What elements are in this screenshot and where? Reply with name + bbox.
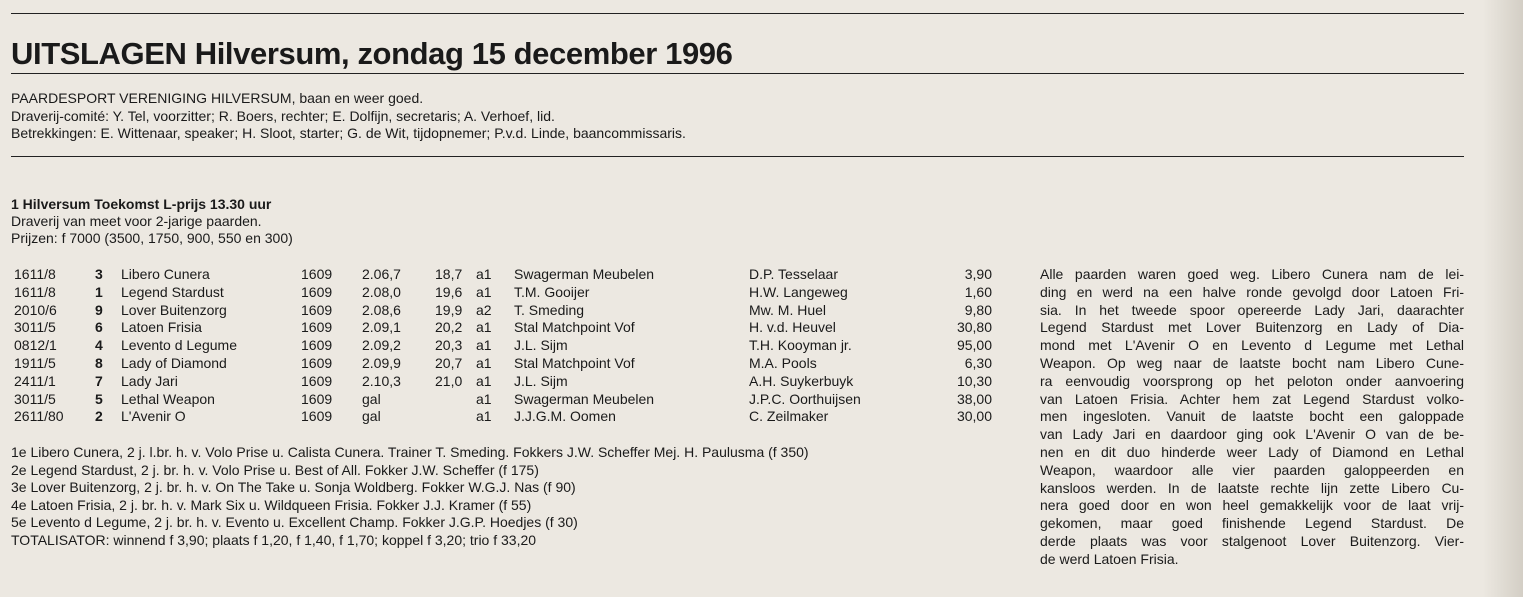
table-row xyxy=(11,284,1001,302)
table-row xyxy=(11,355,1001,373)
result-class: a1 xyxy=(476,372,492,389)
result-driver: A.H. Suykerbuyk xyxy=(749,372,854,389)
result-odds: 9,80 xyxy=(964,301,992,318)
report-line: Weapon. Op weg naar de laatste bocht nam Libero Cune- xyxy=(1040,354,1464,371)
result-driver: T.H. Kooyman jr. xyxy=(749,337,852,354)
page-title: UITSLAGEN Hilversum, zondag 15 december 1996 xyxy=(11,36,733,71)
result-id: 2611/80 xyxy=(14,408,64,425)
breeding-line: 2e Legend Stardust, 2 j. br. h. v. Volo Prise u. Best of All. Fokker J.W. Scheffer (f 175) xyxy=(11,461,539,478)
race-header xyxy=(11,196,293,247)
result-id: 1611/8 xyxy=(14,283,56,300)
result-horse: L'Avenir O xyxy=(121,408,186,425)
result-class: a1 xyxy=(476,319,492,336)
result-distance: 1609 xyxy=(301,337,333,354)
report-line: Weapon, waardoor alle vier paarden galoppeerden en xyxy=(1040,461,1464,478)
result-driver: D.P. Tesselaar xyxy=(749,266,838,282)
result-time: 2.10,3 xyxy=(362,372,401,389)
result-odds: 10,30 xyxy=(956,372,992,389)
result-distance: 1609 xyxy=(301,319,333,336)
race-title: 1 Hilversum Toekomst L-prijs 13.30 uur xyxy=(11,196,272,212)
result-class: a2 xyxy=(476,301,492,318)
result-distance: 1609 xyxy=(301,301,333,318)
result-number: 1 xyxy=(95,283,103,300)
table-row xyxy=(11,337,1001,355)
result-number: 6 xyxy=(95,319,103,336)
report-line: nen en dit duo hinderde weer Lady of Diamond en Lethal xyxy=(1040,443,1464,460)
result-horse: Lady Jari xyxy=(121,372,178,389)
result-owner: Stal Matchpoint Vof xyxy=(514,319,635,336)
report-line: van Latoen Frisia. Achter hem zat Legend Stardust volko- xyxy=(1040,390,1464,407)
result-number: 2 xyxy=(95,408,103,425)
result-horse: Legend Stardust xyxy=(121,283,224,300)
result-time: 2.08,6 xyxy=(362,301,401,318)
result-time: 2.09,1 xyxy=(362,319,401,336)
result-number: 3 xyxy=(95,266,103,282)
result-number: 5 xyxy=(95,390,103,407)
result-owner: Swagerman Meubelen xyxy=(514,390,655,407)
result-driver: C. Zeilmaker xyxy=(749,408,829,425)
result-number: 8 xyxy=(95,354,103,371)
result-class: a1 xyxy=(476,337,492,354)
result-km-time: 20,3 xyxy=(435,337,463,354)
result-number: 4 xyxy=(95,337,103,354)
result-driver: M.A. Pools xyxy=(749,354,817,371)
result-id: 3011/5 xyxy=(14,319,56,336)
result-time: 2.09,9 xyxy=(362,354,401,371)
top-rule xyxy=(11,13,1464,14)
result-distance: 1609 xyxy=(301,372,333,389)
title-rule xyxy=(11,73,1464,74)
paper-edge-shadow xyxy=(1483,0,1523,597)
report-line: men ingesloten. Vanuit de laatste bocht een galoppade xyxy=(1040,408,1464,425)
result-km-time: 19,9 xyxy=(435,301,463,318)
report-line: kansloos werden. In de laatste rechte lijn zette Libero Cu- xyxy=(1040,479,1464,496)
report-line: sia. In het tweede spoor opereerde Lady Jari, daarachter xyxy=(1040,301,1464,318)
section-rule xyxy=(11,156,1464,157)
breeding-line: 3e Lover Buitenzorg, 2 j. br. h. v. On The Take u. Sonja Woldberg. Fokker W.G.J. Nas (f 90) xyxy=(11,479,576,495)
result-km-time: 18,7 xyxy=(435,266,463,282)
result-number: 9 xyxy=(95,301,103,318)
result-driver: Mw. M. Huel xyxy=(749,301,827,318)
report-line: gekomen, maar goed finishende Legend Stardust. De xyxy=(1040,515,1464,532)
report-line: van Lady Jari en daardoor ging ook L'Avenir O van de be- xyxy=(1040,426,1464,443)
result-time: gal xyxy=(362,408,381,425)
result-time: gal xyxy=(362,390,381,407)
result-class: a1 xyxy=(476,408,492,425)
breeding-line: 4e Latoen Frisia, 2 j. br. h. v. Mark Six u. Wildqueen Frisia. Fokker J.J. Kramer (f 55) xyxy=(11,496,532,513)
table-row xyxy=(11,266,1001,284)
result-owner: Stal Matchpoint Vof xyxy=(514,354,635,371)
breeding-info xyxy=(11,444,809,549)
result-id: 0812/1 xyxy=(14,337,57,354)
result-id: 3011/5 xyxy=(14,390,56,407)
race-description: Draverij van meet voor 2-jarige paarden. xyxy=(11,213,262,229)
result-number: 7 xyxy=(95,372,103,389)
results-table xyxy=(11,266,1001,426)
result-horse: Lethal Weapon xyxy=(121,390,215,407)
result-odds: 38,00 xyxy=(956,390,992,407)
table-row xyxy=(11,373,1001,391)
report-line: nera goed door en won heel gemakkelijk voor de laat vrij- xyxy=(1040,497,1464,514)
table-row xyxy=(11,302,1001,320)
result-class: a1 xyxy=(476,354,492,371)
result-owner: T. Smeding xyxy=(514,301,585,318)
result-class: a1 xyxy=(476,283,492,300)
result-owner: Swagerman Meubelen xyxy=(514,266,655,282)
result-class: a1 xyxy=(476,390,492,407)
result-km-time: 20,2 xyxy=(435,319,463,336)
result-owner: J.L. Sijm xyxy=(514,372,568,389)
result-distance: 1609 xyxy=(301,354,333,371)
table-row xyxy=(11,408,1001,426)
report-line: derde plaats was voor stalgenoot Lover Buitenzorg. Vier- xyxy=(1040,532,1464,549)
result-odds: 1,60 xyxy=(964,283,992,300)
result-distance: 1609 xyxy=(301,283,333,300)
club-info-line: Draverij-comité: Y. Tel, voorzitter; R. Boers, rechter; E. Dolfijn, secretaris; A. Verhoef, lid. xyxy=(11,107,555,124)
result-distance: 1609 xyxy=(301,408,333,425)
result-id: 1611/8 xyxy=(14,266,56,282)
result-horse: Lady of Diamond xyxy=(121,354,227,371)
race-report xyxy=(1040,266,1464,569)
race-prizes: Prijzen: f 7000 (3500, 1750, 900, 550 en 300) xyxy=(11,230,293,246)
table-row xyxy=(11,319,1001,337)
club-info xyxy=(11,90,686,143)
result-horse: Latoen Frisia xyxy=(121,319,202,336)
report-line: Legend Stardust met Lover Buitenzorg en Lady of Dia- xyxy=(1040,319,1464,336)
result-driver: J.P.C. Oorthuijsen xyxy=(749,390,861,407)
result-km-time: 19,6 xyxy=(435,283,463,300)
result-horse: Levento d Legume xyxy=(121,337,237,354)
table-row xyxy=(11,391,1001,409)
result-horse: Libero Cunera xyxy=(121,266,210,282)
report-line: Alle paarden waren goed weg. Libero Cunera nam de lei- xyxy=(1040,266,1464,282)
result-id: 2411/1 xyxy=(14,372,56,389)
result-horse: Lover Buitenzorg xyxy=(121,301,227,318)
result-driver: H. v.d. Heuvel xyxy=(749,319,836,336)
totalisator-line: TOTALISATOR: winnend f 3,90; plaats f 1,20, f 1,40, f 1,70; koppel f 3,20; trio f 33,20 xyxy=(11,531,537,548)
result-km-time: 20,7 xyxy=(435,354,463,371)
result-owner: J.L. Sijm xyxy=(514,337,568,354)
result-odds: 6,30 xyxy=(964,354,992,371)
club-info-line: Betrekkingen: E. Wittenaar, speaker; H. Sloot, starter; G. de Wit, tijdopnemer; P.v.d. Linde, baancommissaris. xyxy=(11,125,686,141)
result-time: 2.06,7 xyxy=(362,266,401,282)
result-driver: H.W. Langeweg xyxy=(749,283,848,300)
result-odds: 95,00 xyxy=(956,337,992,354)
club-info-line: PAARDESPORT VERENIGING HILVERSUM, baan en weer goed. xyxy=(11,90,424,106)
report-line: ra eenvoudig voorsprong op het peloton onder aanvoering xyxy=(1040,372,1464,389)
report-line: mond met L'Avenir O en Levento d Legume met Lethal xyxy=(1040,337,1464,354)
breeding-line: 1e Libero Cunera, 2 j. l.br. h. v. Volo Prise u. Calista Cunera. Trainer T. Smeding. Fokkers J.W. Scheffer Mej. H. Paulusma (f 350) xyxy=(11,444,809,460)
result-time: 2.09,2 xyxy=(362,337,401,354)
result-id: 1911/5 xyxy=(14,354,56,371)
result-owner: T.M. Gooijer xyxy=(514,283,590,300)
result-id: 2010/6 xyxy=(14,301,57,318)
report-line: ding en werd na een halve ronde gevolgd door Latoen Fri- xyxy=(1040,283,1464,300)
result-time: 2.08,0 xyxy=(362,283,401,300)
result-km-time: 21,0 xyxy=(435,372,463,389)
result-class: a1 xyxy=(476,266,492,282)
result-owner: J.J.G.M. Oomen xyxy=(514,408,616,425)
result-odds: 3,90 xyxy=(964,266,992,282)
result-odds: 30,80 xyxy=(956,319,992,336)
report-line: de werd Latoen Frisia. xyxy=(1040,550,1179,567)
result-distance: 1609 xyxy=(301,266,333,282)
breeding-line: 5e Levento d Legume, 2 j. br. h. v. Evento u. Excellent Champ. Fokker J.G.P. Hoedjes (f 30) xyxy=(11,514,578,530)
result-distance: 1609 xyxy=(301,390,333,407)
result-odds: 30,00 xyxy=(956,408,992,425)
